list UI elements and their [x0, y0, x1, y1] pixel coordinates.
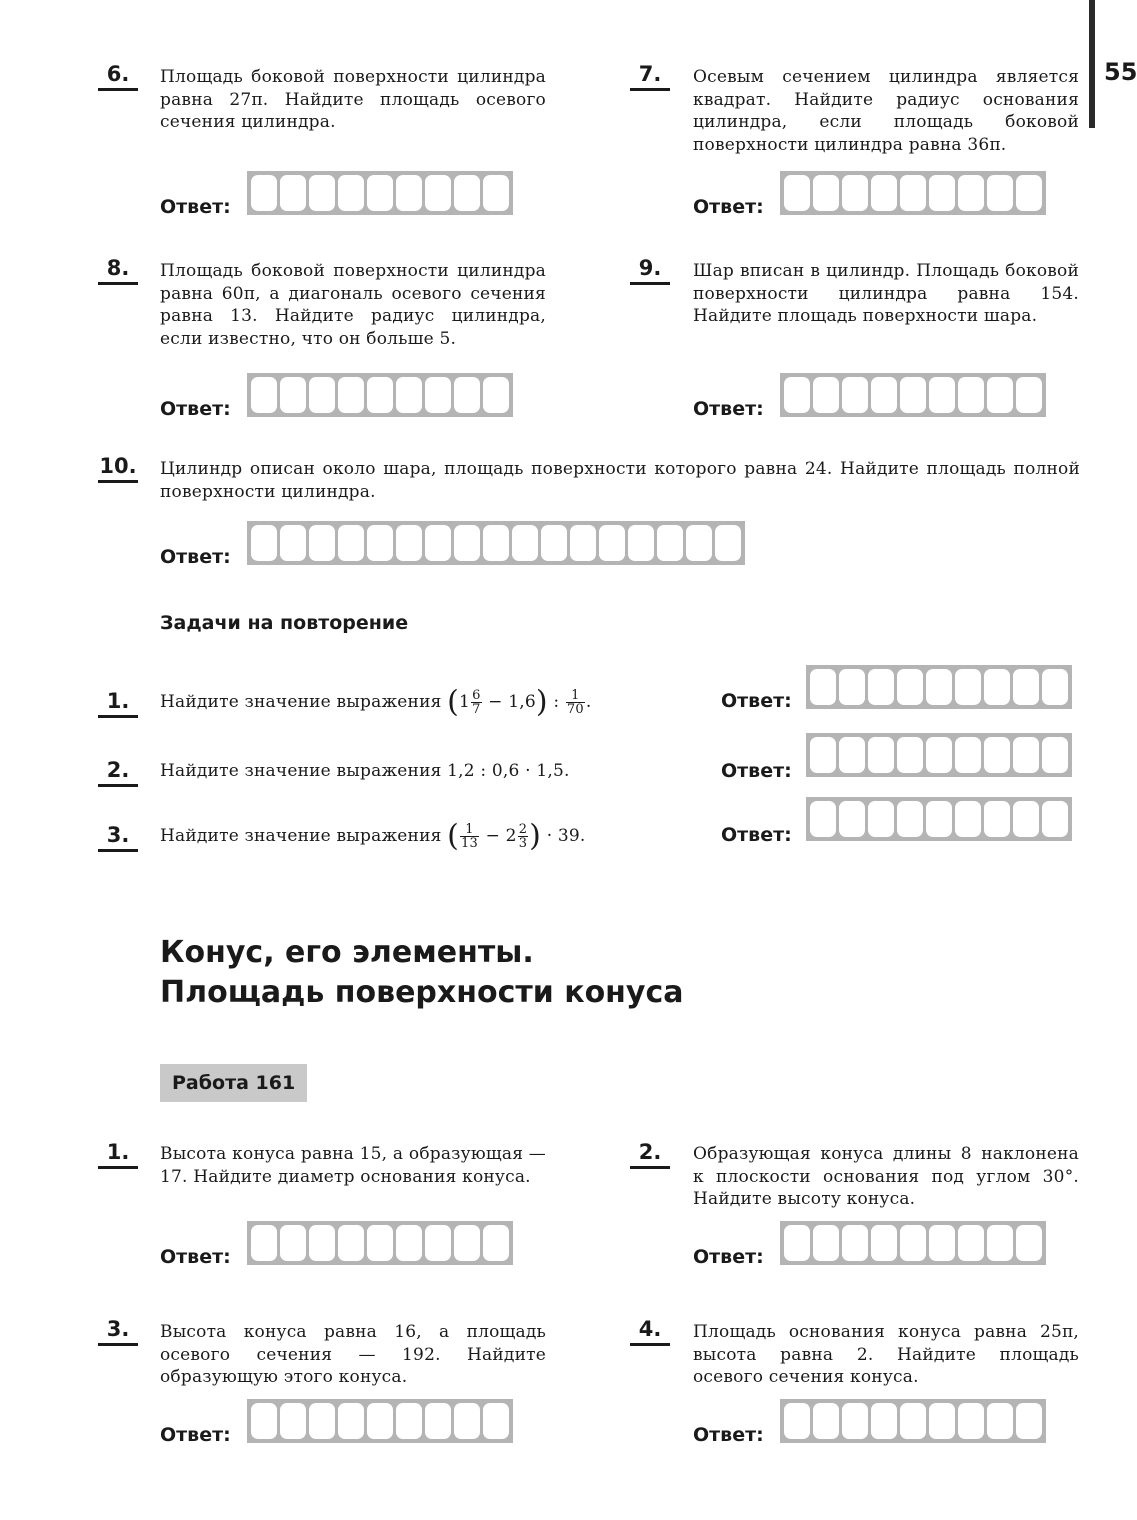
- answer-cell[interactable]: [1013, 669, 1039, 705]
- answer-cell[interactable]: [715, 525, 741, 561]
- task-number: 2.: [98, 758, 138, 782]
- answer-cell[interactable]: [280, 1403, 306, 1439]
- answer-cell[interactable]: [251, 175, 277, 211]
- answer-label: Ответ:: [160, 1246, 231, 1268]
- task-number: 4.: [630, 1317, 670, 1341]
- answer-grid[interactable]: [780, 1399, 1046, 1443]
- answer-grid[interactable]: [806, 665, 1072, 709]
- answer-cell[interactable]: [338, 1403, 364, 1439]
- task-text: Площадь боковой поверхности цилиндра равна 60π, а диагональ осевого сечения равна 13. Найдите радиус цилиндра, если известно, что он больше 5.: [160, 261, 546, 349]
- answer-cell[interactable]: [784, 1403, 810, 1439]
- answer-cell[interactable]: [958, 377, 984, 413]
- fraction: $\frac{1}{13}$: [461, 822, 478, 851]
- task-number: 3.: [98, 1317, 138, 1341]
- answer-cell[interactable]: [454, 1225, 480, 1261]
- answer-cell[interactable]: [483, 1225, 509, 1261]
- answer-cell[interactable]: [657, 525, 683, 561]
- task-text: Шар вписан в цилиндр. Площадь боковой поверхности цилиндра равна 154. Найдите площадь поверхности шара.: [693, 261, 1079, 326]
- answer-cell[interactable]: [810, 737, 836, 773]
- answer-cell[interactable]: [280, 1225, 306, 1261]
- answer-cell[interactable]: [1016, 175, 1042, 211]
- answer-grid[interactable]: [780, 1221, 1046, 1265]
- answer-cell[interactable]: [900, 1225, 926, 1261]
- answer-cell[interactable]: [955, 669, 981, 705]
- answer-cell[interactable]: [628, 525, 654, 561]
- answer-cell[interactable]: [929, 1225, 955, 1261]
- right-paren: ): [535, 684, 548, 720]
- answer-cell[interactable]: [929, 175, 955, 211]
- task-number: 3.: [98, 823, 138, 847]
- page-number: 55: [1104, 58, 1137, 86]
- answer-cell[interactable]: [871, 175, 897, 211]
- answer-cell[interactable]: [338, 525, 364, 561]
- answer-cell[interactable]: [842, 175, 868, 211]
- answer-cell[interactable]: [984, 801, 1010, 837]
- answer-cell[interactable]: [929, 377, 955, 413]
- answer-cell[interactable]: [396, 1225, 422, 1261]
- task-number: 7.: [630, 62, 670, 86]
- fraction: $\frac{6}{7}$: [472, 688, 481, 717]
- answer-grid[interactable]: [780, 171, 1046, 215]
- answer-cell[interactable]: [839, 669, 865, 705]
- answer-cell[interactable]: [280, 525, 306, 561]
- answer-cell[interactable]: [309, 377, 335, 413]
- whole-part: 1: [459, 692, 471, 712]
- answer-cell[interactable]: [367, 525, 393, 561]
- answer-label: Ответ:: [160, 546, 231, 568]
- expr-part: − 2: [485, 826, 517, 846]
- answer-cell[interactable]: [987, 1225, 1013, 1261]
- answer-cell[interactable]: [871, 1225, 897, 1261]
- left-paren: (: [447, 818, 460, 854]
- answer-cell[interactable]: [425, 1403, 451, 1439]
- work-badge: Работа 161: [160, 1064, 307, 1102]
- answer-cell[interactable]: [987, 377, 1013, 413]
- page-edge-bar: [1089, 0, 1095, 128]
- answer-cell[interactable]: [813, 377, 839, 413]
- answer-cell[interactable]: [987, 175, 1013, 211]
- expr-part: − 1,6: [488, 692, 536, 712]
- task-number: 1.: [98, 1140, 138, 1164]
- answer-grid[interactable]: [247, 1221, 513, 1265]
- answer-cell[interactable]: [425, 525, 451, 561]
- right-paren: ): [529, 818, 542, 854]
- answer-cell[interactable]: [839, 801, 865, 837]
- answer-cell[interactable]: [280, 175, 306, 211]
- answer-cell[interactable]: [512, 525, 538, 561]
- answer-cell[interactable]: [1042, 737, 1068, 773]
- answer-cell[interactable]: [251, 1403, 277, 1439]
- task-number: 6.: [98, 62, 138, 86]
- answer-cell[interactable]: [987, 1403, 1013, 1439]
- answer-cell[interactable]: [599, 525, 625, 561]
- answer-cell[interactable]: [842, 1403, 868, 1439]
- answer-grid[interactable]: [806, 797, 1072, 841]
- answer-cell[interactable]: [454, 377, 480, 413]
- answer-cell[interactable]: [984, 737, 1010, 773]
- answer-cell[interactable]: [868, 669, 894, 705]
- task-number: 1.: [98, 689, 138, 713]
- answer-grid[interactable]: [247, 1399, 513, 1443]
- answer-cell[interactable]: [570, 525, 596, 561]
- answer-label: Ответ:: [693, 196, 764, 218]
- answer-grid[interactable]: [780, 373, 1046, 417]
- answer-cell[interactable]: [483, 1403, 509, 1439]
- answer-label: Ответ:: [693, 398, 764, 420]
- answer-label: Ответ:: [721, 824, 792, 846]
- answer-cell[interactable]: [926, 669, 952, 705]
- answer-cell[interactable]: [483, 377, 509, 413]
- answer-cell[interactable]: [897, 737, 923, 773]
- expr-part: 1,2 : 0,6 · 1,5.: [447, 761, 570, 781]
- answer-grid[interactable]: [247, 373, 513, 417]
- answer-cell[interactable]: [1013, 801, 1039, 837]
- answer-label: Ответ:: [693, 1424, 764, 1446]
- answer-cell[interactable]: [842, 1225, 868, 1261]
- task-number: 10.: [99, 454, 137, 478]
- task-number: 9.: [630, 256, 670, 280]
- answer-cell[interactable]: [871, 1403, 897, 1439]
- answer-cell[interactable]: [251, 1225, 277, 1261]
- answer-cell[interactable]: [309, 1403, 335, 1439]
- answer-cell[interactable]: [1016, 377, 1042, 413]
- answer-cell[interactable]: [897, 801, 923, 837]
- answer-cell[interactable]: [686, 525, 712, 561]
- answer-cell[interactable]: [338, 175, 364, 211]
- answer-cell[interactable]: [929, 1403, 955, 1439]
- fraction: $\frac{2}{3}$: [518, 822, 528, 851]
- answer-cell[interactable]: [251, 377, 277, 413]
- answer-grid[interactable]: [247, 171, 513, 215]
- expr-tail: · 39.: [546, 826, 586, 846]
- answer-label: Ответ:: [721, 690, 792, 712]
- answer-cell[interactable]: [425, 175, 451, 211]
- answer-label: Ответ:: [693, 1246, 764, 1268]
- answer-cell[interactable]: [842, 377, 868, 413]
- review-expression-1: [160, 682, 680, 723]
- operator: :: [553, 692, 560, 712]
- answer-cell[interactable]: [367, 1225, 393, 1261]
- answer-cell[interactable]: [897, 669, 923, 705]
- left-paren: (: [447, 684, 460, 720]
- answer-cell[interactable]: [813, 1225, 839, 1261]
- answer-cell[interactable]: [955, 737, 981, 773]
- answer-cell[interactable]: [1013, 737, 1039, 773]
- answer-cell[interactable]: [900, 377, 926, 413]
- review-prefix: Найдите значение выражения: [160, 761, 442, 781]
- task-text: Образующая конуса длины 8 наклонена к плоскости основания под углом 30°. Найдите высоту конуса.: [693, 1144, 1079, 1209]
- answer-cell[interactable]: [454, 175, 480, 211]
- answer-cell[interactable]: [868, 801, 894, 837]
- answer-cell[interactable]: [984, 669, 1010, 705]
- answer-cell[interactable]: [1016, 1403, 1042, 1439]
- answer-cell[interactable]: [309, 1225, 335, 1261]
- answer-cell[interactable]: [338, 1225, 364, 1261]
- answer-label: Ответ:: [160, 398, 231, 420]
- answer-cell[interactable]: [367, 1403, 393, 1439]
- task-text: Площадь боковой поверхности цилиндра равна 27π. Найдите площадь осевого сечения цилиндра.: [160, 67, 546, 132]
- section-title-line-1: Конус, его элементы.: [160, 935, 534, 970]
- answer-cell[interactable]: [425, 1225, 451, 1261]
- task-text: Высота конуса равна 16, а площадь осевого сечения — 192. Найдите образующую этого конуса.: [160, 1322, 546, 1387]
- answer-label: Ответ:: [160, 196, 231, 218]
- answer-cell[interactable]: [810, 801, 836, 837]
- answer-cell[interactable]: [338, 377, 364, 413]
- answer-cell[interactable]: [454, 525, 480, 561]
- review-prefix: Найдите значение выражения: [160, 692, 442, 712]
- answer-cell[interactable]: [926, 737, 952, 773]
- answer-cell[interactable]: [926, 801, 952, 837]
- answer-cell[interactable]: [1042, 801, 1068, 837]
- answer-cell[interactable]: [784, 175, 810, 211]
- answer-grid[interactable]: [247, 521, 745, 565]
- answer-cell[interactable]: [454, 1403, 480, 1439]
- answer-cell[interactable]: [396, 377, 422, 413]
- answer-cell[interactable]: [810, 669, 836, 705]
- answer-cell[interactable]: [280, 377, 306, 413]
- task-text: Осевым сечением цилиндра является квадрат. Найдите радиус основания цилиндра, если площадь боковой поверхности цилиндра равна 36π.: [693, 67, 1079, 155]
- answer-grid[interactable]: [806, 733, 1072, 777]
- answer-cell[interactable]: [251, 525, 277, 561]
- answer-cell[interactable]: [813, 1403, 839, 1439]
- answer-cell[interactable]: [483, 175, 509, 211]
- answer-cell[interactable]: [958, 175, 984, 211]
- answer-cell[interactable]: [367, 377, 393, 413]
- answer-cell[interactable]: [958, 1225, 984, 1261]
- answer-cell[interactable]: [483, 525, 509, 561]
- answer-label: Ответ:: [721, 760, 792, 782]
- answer-cell[interactable]: [367, 175, 393, 211]
- section-title-line-2: Площадь поверхности конуса: [160, 975, 684, 1010]
- answer-cell[interactable]: [309, 175, 335, 211]
- answer-cell[interactable]: [396, 175, 422, 211]
- review-expression-2: [160, 760, 680, 783]
- fraction: $\frac{1}{70}$: [566, 688, 584, 717]
- review-expression-3: [160, 816, 680, 857]
- review-prefix: Найдите значение выражения: [160, 826, 442, 846]
- answer-cell[interactable]: [813, 175, 839, 211]
- answer-cell[interactable]: [1016, 1225, 1042, 1261]
- answer-cell[interactable]: [955, 801, 981, 837]
- expr-tail: .: [585, 692, 592, 712]
- answer-cell[interactable]: [839, 737, 865, 773]
- task-text: Площадь основания конуса равна 25π, высота равна 2. Найдите площадь осевого сечения конуса.: [693, 1322, 1079, 1387]
- review-heading: Задачи на повторение: [160, 612, 409, 634]
- answer-cell[interactable]: [784, 377, 810, 413]
- answer-cell[interactable]: [396, 1403, 422, 1439]
- task-number: 2.: [630, 1140, 670, 1164]
- answer-cell[interactable]: [868, 737, 894, 773]
- task-text: Цилиндр описан около шара, площадь поверхности которого равна 24. Найдите площадь полной поверхности цилиндра.: [160, 459, 1080, 502]
- answer-label: Ответ:: [160, 1424, 231, 1446]
- answer-cell[interactable]: [871, 377, 897, 413]
- answer-cell[interactable]: [541, 525, 567, 561]
- answer-cell[interactable]: [396, 525, 422, 561]
- answer-cell[interactable]: [784, 1225, 810, 1261]
- answer-cell[interactable]: [958, 1403, 984, 1439]
- answer-cell[interactable]: [900, 175, 926, 211]
- answer-cell[interactable]: [309, 525, 335, 561]
- answer-cell[interactable]: [1042, 669, 1068, 705]
- answer-cell[interactable]: [900, 1403, 926, 1439]
- answer-cell[interactable]: [425, 377, 451, 413]
- task-text: Высота конуса равна 15, а образующая — 17. Найдите диаметр основания конуса.: [160, 1144, 546, 1187]
- task-number: 8.: [98, 256, 138, 280]
